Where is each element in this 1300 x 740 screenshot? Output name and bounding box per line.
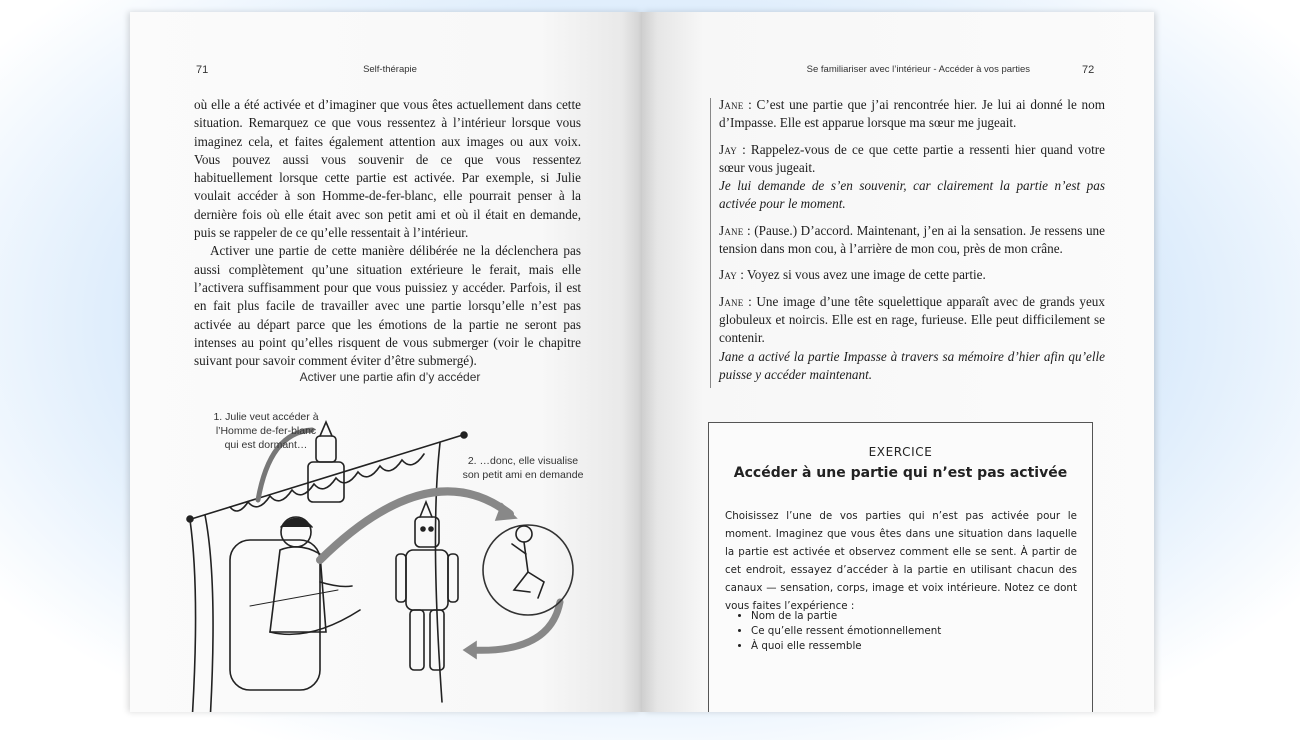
left-page-number: 71 [196,64,209,76]
left-body-text [194,96,581,370]
dialogue-text: : (Pause.) D’accord. Maintenant, j’en ai la sensation. Je ressens une tension dans mon cou, à l’arrière de mon cou, près de mon crâne. [719,222,1105,257]
exercise-box [708,422,1093,712]
paragraph: Activer une partie de cette manière délibérée ne la déclenchera pas aussi complètement qu’une situation extérieure le ferait, mais elle l’activera suffisamment pour que vous puissiez y accéder. Parfois, il est en fait plus facile de travailler avec une partie lorsqu’elle n’est pas activée au départ parce que les émotions de la partie ne seront pas intenses au point qu’elles risquent de vous submerger (voir le chapitre suivant pour savoir comment éviter d’être submergé). [194,243,581,369]
figure-title: Activer une partie afin d’y accéder [299,370,481,384]
dialogue-entry [719,266,1105,284]
dialogue-note: Jane a activé la partie Impasse à travers sa mémoire d’hier afin qu’elle puisse y accéder maintenant. [719,348,1105,382]
dialogue-block [719,96,1105,392]
figure-caption-1 [196,410,336,452]
caption-line: 1. Julie veut accéder à [213,411,319,423]
caption-line: 2. …donc, elle visualise [467,455,579,467]
speaker-name: Jay [719,141,737,157]
dialogue-entry [719,222,1105,259]
exercise-list [725,609,1103,654]
right-running-head: Se familiariser avec l’intérieur - Accéder à vos parties [806,64,1030,75]
left-page [130,12,642,712]
figure-caption-2 [448,454,598,482]
list-item: • Nom de la partie [751,609,1103,624]
left-running-head: Self-thérapie [363,64,417,75]
speaker-name: Jane [719,293,744,309]
right-page-number: 72 [1082,64,1095,76]
dialogue-text: : C’est une partie que j’ai rencontrée hier. Je lui ai donné le nom d’Impasse. Elle est apparue lorsque ma sœur me jugeait. [719,97,1105,131]
dialogue-note: Je lui demande de s’en souvenir, car clairement la partie n’est pas activée pour le moment. [719,178,1105,212]
paragraph: où elle a été activée et d’imaginer que vous êtes actuellement dans cette situation. Remarquez ce que vous ressentez à l’intérieur lorsque vous imaginez cela, et faites également attention aux images ou aux voix. Vous pouvez aussi vous souvenir de ce que vous ressentez habituellement lorsque cette partie est activée. Par exemple, si Julie voulait accéder à son Homme-de-fer-blanc, elle pourrait penser à la dernière fois où elle était avec son petit ami et où il était en demande, puis se rappeler de ce qu’elle ressentait à l’intérieur. [194,97,581,241]
dialogue-entry [719,96,1105,133]
open-book [130,12,1154,712]
dialogue-entry [719,293,1105,384]
dialogue-text: : Voyez si vous avez une image de cette partie. [736,267,986,283]
speaker-name: Jane [719,97,744,112]
list-item: • Ce qu’elle ressent émotionnellement [751,624,1103,639]
dialogue-rule [710,98,711,388]
exercise-title: Accéder à une partie qui n’est pas activée [733,465,1068,481]
speaker-name: Jay [719,267,737,283]
caption-line: qui est dormant… [224,439,308,451]
list-item: • À quoi elle ressemble [751,639,1103,654]
dialogue-text: : Une image d’une tête squelettique apparaît avec de grands yeux globuleux et noircis. Elle est en rage, furieuse. Elle peut difficilement se contenir. [719,293,1105,346]
caption-line: l’Homme de-fer-blanc [215,425,317,437]
dialogue-text: : Rappelez-vous de ce que cette partie a ressenti hier quand votre sœur vous jugeait. [719,141,1105,175]
caption-line: son petit ami en demande [462,469,584,481]
speaker-name: Jane [719,222,744,238]
dialogue-entry [719,141,1105,214]
exercise-label: EXERCICE [868,445,933,459]
right-page [642,12,1154,712]
exercise-body: Choisissez l’une de vos parties qui n’est pas activée pour le moment. Imaginez que vous êtes dans une situation dans laquelle la partie est activée et observez comment elle se sent. À partir de cet endroit, essayez d’accéder à la partie en utilisant chacun des canaux — sensation, corps, image et voix intérieure. Notez ce dont vous faites l’expérience : [725,510,1077,612]
